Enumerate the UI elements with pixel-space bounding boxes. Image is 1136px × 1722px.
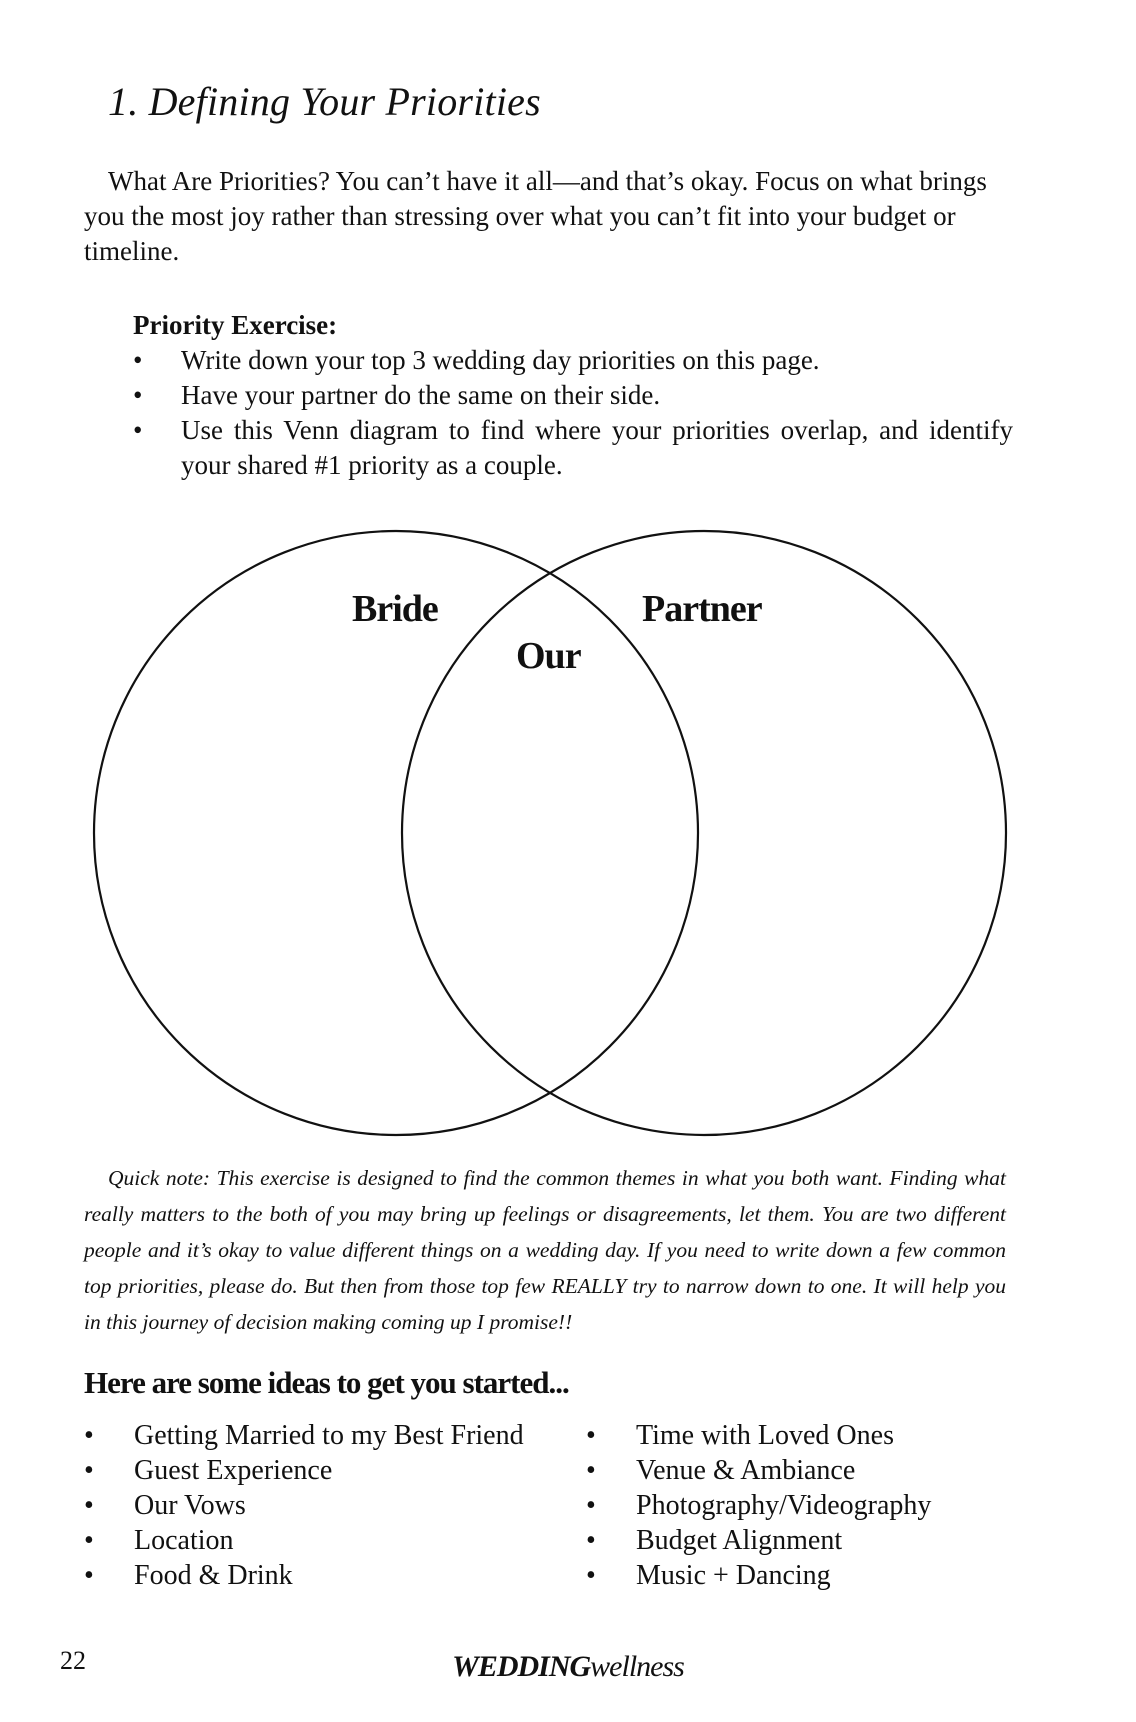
bullet-icon: • [586,1490,596,1521]
idea-item-text: Food & Drink [134,1560,293,1591]
exercise-item-text: Use this Venn diagram to find where your priorities overlap, and identify your shared #1 priority as a couple. [181,415,1013,480]
idea-item-text: Getting Married to my Best Friend [134,1420,524,1451]
bullet-icon: • [84,1455,94,1486]
exercise-item [133,378,1013,413]
idea-item-text: Venue & Ambiance [636,1455,856,1486]
bullet-icon: • [586,1420,596,1451]
venn-label-bride: Bride [352,588,438,630]
bullet-icon: • [133,380,143,410]
priority-exercise [133,308,1013,483]
quick-note: Quick note: This exercise is designed to find the common themes in what you both want. Finding what really matters to the both of you may bring up feelings or disagreements, let them. You are two different people and it’s okay to value different things on a wedding day. If you need to write down a few common top priorities, please do. But then from those top few REALLY try to narrow down to one. It will help you in this journey of decision making coming up I promise!! [84,1166,1006,1334]
exercise-list [133,343,1013,483]
idea-item [586,1523,931,1558]
idea-item-text: Time with Loved Ones [636,1420,894,1451]
bullet-icon: • [586,1455,596,1486]
bullet-icon: • [133,345,143,375]
idea-item [84,1558,524,1593]
brand-footer [0,1650,1136,1684]
exercise-item [133,413,1013,483]
ideas-title: Here are some ideas to get you started... [84,1365,569,1400]
idea-item-text: Photography/Videography [636,1490,932,1521]
page-number: 22 [60,1646,86,1675]
brand-rest: wellness [590,1650,684,1683]
page-heading: 1. Defining Your Priorities [108,79,541,124]
venn-label-partner: Partner [642,588,762,630]
bullet-icon: • [84,1420,94,1451]
idea-item [84,1418,524,1453]
intro-paragraph: What Are Priorities? You can’t have it all—and that’s okay. Focus on what brings you the most joy rather than stressing over what you can’t fit into your budget or timeline. [84,166,987,266]
venn-diagram [0,515,1136,1155]
idea-item-text: Location [134,1525,234,1556]
brand-caps: WEDDING [452,1650,591,1683]
exercise-item-text: Have your partner do the same on their side. [181,380,661,410]
bullet-icon: • [586,1560,596,1591]
idea-item-text: Guest Experience [134,1455,333,1486]
idea-item-text: Music + Dancing [636,1560,831,1591]
idea-item [84,1488,524,1523]
idea-item [84,1453,524,1488]
ideas-list-left [84,1418,524,1593]
bullet-icon: • [84,1560,94,1591]
bullet-icon: • [586,1525,596,1556]
idea-item [586,1453,931,1488]
bullet-icon: • [84,1525,94,1556]
bullet-icon: • [84,1490,94,1521]
idea-item [586,1558,931,1593]
idea-item [586,1488,931,1523]
exercise-title: Priority Exercise: [133,310,338,340]
ideas-list-right [586,1418,931,1593]
idea-item [586,1418,931,1453]
idea-item-text: Budget Alignment [636,1525,843,1556]
idea-item-text: Our Vows [134,1490,246,1521]
bullet-icon: • [133,415,143,445]
idea-item [84,1523,524,1558]
exercise-item [133,343,1013,378]
venn-label-our: Our [516,635,581,677]
exercise-item-text: Write down your top 3 wedding day priorities on this page. [181,345,820,375]
